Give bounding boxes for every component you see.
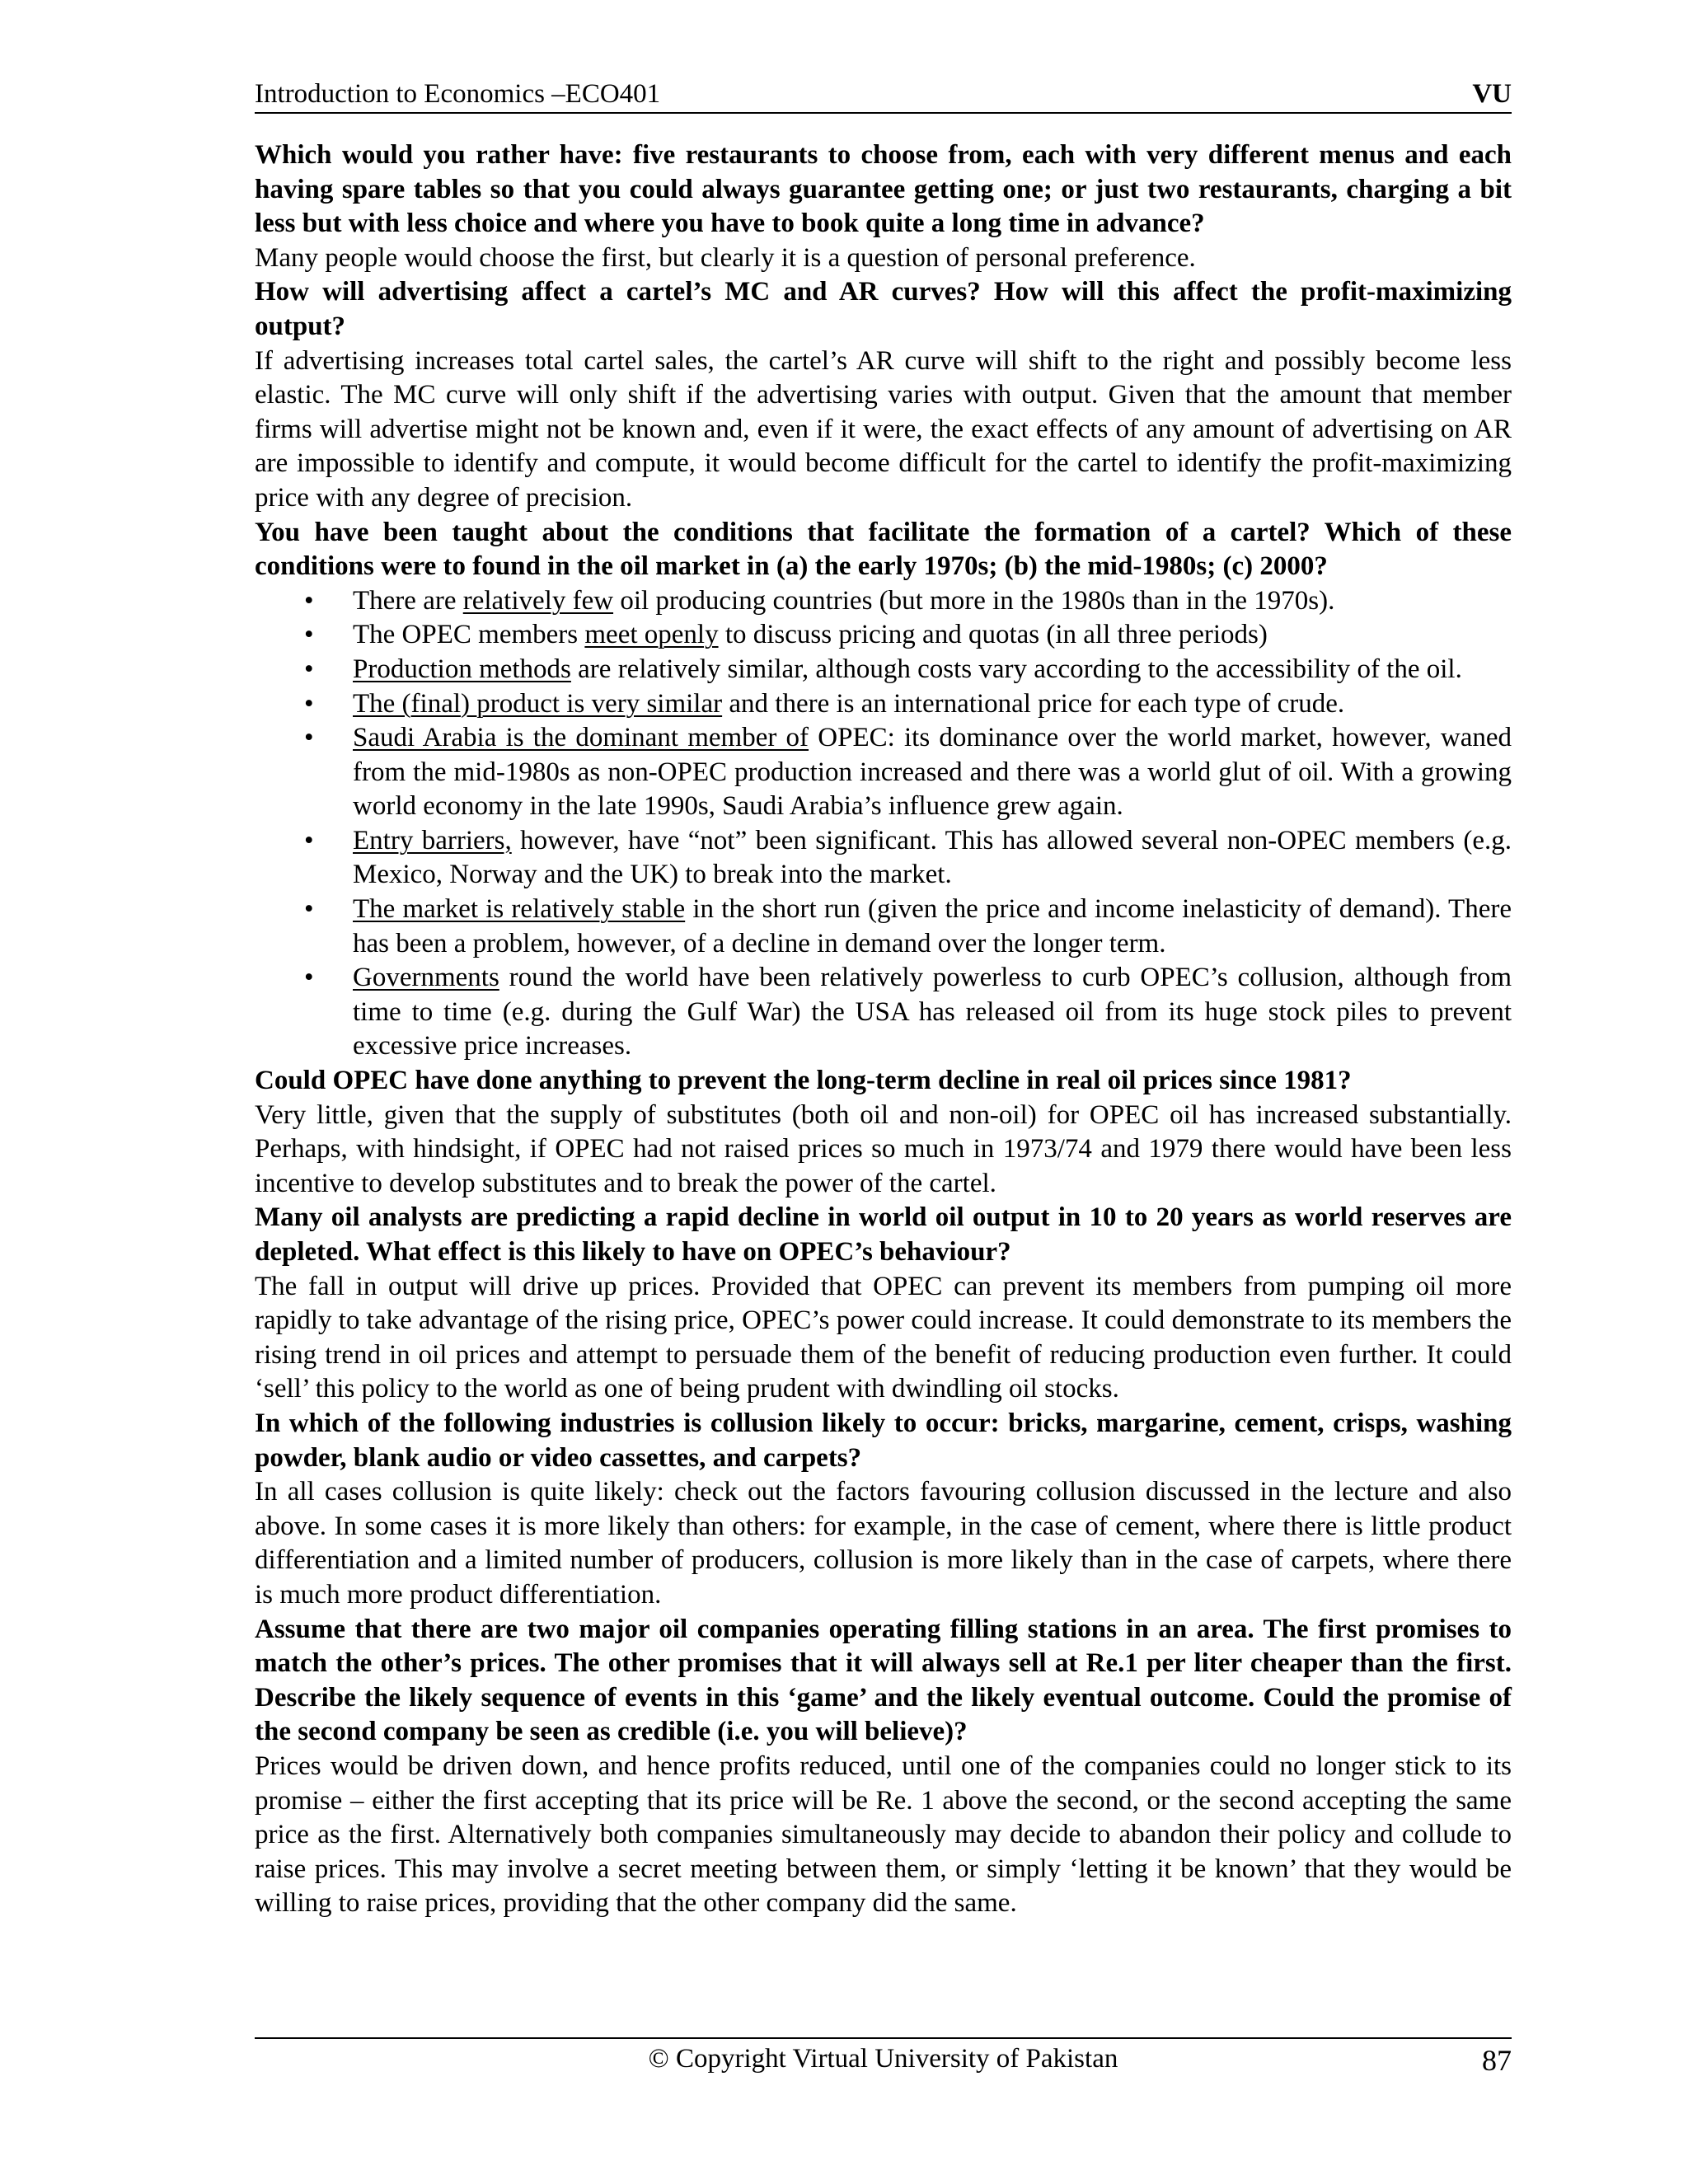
- question-5: Many oil analysts are predicting a rapid decline in world oil output in 10 to 20 years as world reserves are depleted. What effect is this likely to have on OPEC’s behaviour?: [255, 1202, 1512, 1267]
- question-2: How will advertising affect a cartel’s MC and AR curves? How will this affect the profit-maximizing output?: [255, 277, 1512, 341]
- question-7: Assume that there are two major oil companies operating filling stations in an area. The first promises to match the other’s prices. The other promises that it will always sell at Re.1 per liter cheaper than the first. Describe the likely sequence of events in this ‘game’ and the likely eventual outcome. Could the promise of the second company be seen as credible (i.e. you will believe)?: [255, 1614, 1512, 1747]
- answer-6: In all cases collusion is quite likely: check out the factors favouring collusion discussed in the lecture and also above. In some cases it is more likely than others: for example, in the case of cement, where there is little product differentiation and a limited number of producers, collusion is more likely than in the case of carpets, where there is much more product differentiation.: [255, 1477, 1512, 1610]
- underlined-term: Saudi Arabia is the dominant member of: [353, 723, 809, 753]
- list-item: • Governments round the world have been relatively powerless to curb OPEC’s collusion, although from time to time (e.g. during the Gulf War) the USA has released oil from its huge stock piles to prevent excessive price increases.: [304, 963, 1512, 1062]
- underlined-term: The market is relatively stable: [353, 894, 686, 925]
- underlined-term: The (final) product is very similar: [353, 688, 723, 719]
- list-item: • Entry barriers, however, have “not” been significant. This has allowed several non-OPEC members (e.g. Mexico, Norway and the UK) to break into the market.: [304, 825, 1512, 890]
- underlined-term: Production methods: [353, 654, 571, 684]
- bullet-icon: •: [304, 620, 314, 650]
- university-logo-text: VU: [1472, 79, 1512, 109]
- answer-7: Prices would be driven down, and hence profits reduced, until one of the companies could no longer stick to its promise – either the first accepting that its price will be Re. 1 above the second, or the second accepting the same price as the first. Alternatively both companies simultaneously may decide to abandon their policy and collude to raise prices. This may involve a secret meeting between them, or simply ‘letting it be known’ that they would be willing to raise prices, providing that the other company did the same.: [255, 1750, 1512, 1919]
- document-page: [255, 77, 1512, 1921]
- bullet-icon: •: [304, 654, 314, 684]
- answer-1: Many people would choose the first, but clearly it is a question of personal preference.: [255, 242, 1196, 273]
- copyright-notice: © Copyright Virtual University of Pakistan: [648, 2044, 1118, 2074]
- underlined-term: relatively few: [462, 585, 614, 616]
- bullet-icon: •: [304, 963, 314, 993]
- cartel-conditions-list: [255, 584, 1512, 1064]
- list-item: • The OPEC members meet openly to discuss pricing and quotas (in all three periods): [255, 618, 1512, 653]
- underlined-term: Governments: [353, 963, 499, 993]
- bullet-icon: •: [304, 825, 314, 855]
- answer-2: If advertising increases total cartel sales, the cartel’s AR curve will shift to the right and possibly become less elastic. The MC curve will only shift if the advertising varies with output. Given that the amount that member firms will advertise might not be known and, even if it were, the exact effects of any amount of advertising on AR are impossible to identify and compute, it would become difficult for the cartel to identify the profit-maximizing price with any degree of precision.: [255, 345, 1512, 513]
- bullet-icon: •: [304, 894, 314, 925]
- page-header: [255, 77, 1512, 114]
- list-item: • Saudi Arabia is the dominant member of OPEC: its dominance over the world market, however, waned from the mid-1980s as non-OPEC production increased and there was a world glut of oil. With a growing world economy in the late 1990s, Saudi Arabia’s influence grew again.: [304, 723, 1512, 822]
- course-title: Introduction to Economics –ECO401: [255, 79, 661, 109]
- question-4: Could OPEC have done anything to prevent the long-term decline in real oil prices since 1981?: [255, 1066, 1352, 1096]
- bullet-icon: •: [304, 688, 314, 719]
- list-item: • The (final) product is very similar and there is an international price for each type of crude.: [255, 687, 1512, 722]
- list-item: • Production methods are relatively similar, although costs vary according to the accessibility of the oil.: [255, 653, 1512, 687]
- underlined-term: meet openly: [584, 620, 719, 650]
- list-item: • There are relatively few oil producing countries (but more in the 1980s than in the 1970s).: [255, 584, 1512, 619]
- page-number: 87: [1482, 2044, 1512, 2077]
- question-3: You have been taught about the conditions that facilitate the formation of a cartel? Which of these conditions were to found in the oil market in (a) the early 1970s; (b) the mid-1980s; (c) 2000?: [255, 517, 1512, 582]
- question-6: In which of the following industries is collusion likely to occur: bricks, margarine, cement, crisps, washing powder, blank audio or video cassettes, and carpets?: [255, 1408, 1512, 1473]
- list-item: • The market is relatively stable in the short run (given the price and income inelasticity of demand). There has been a problem, however, of a decline in demand over the longer term.: [304, 894, 1512, 958]
- answer-4: Very little, given that the supply of substitutes (both oil and non-oil) for OPEC oil has increased substantially. Perhaps, with hindsight, if OPEC had not raised prices so much in 1973/74 and 1979 there would have been less incentive to develop substitutes and to break the power of the cartel.: [255, 1099, 1512, 1198]
- page-content: [255, 138, 1512, 1921]
- question-1: Which would you rather have: five restaurants to choose from, each with very different menus and each having spare tables so that you could always guarantee getting one; or just two restaurants, charging a bit less but with less choice and where you have to book quite a long time in advance?: [255, 140, 1512, 239]
- page-footer: [255, 2037, 1512, 2075]
- bullet-icon: •: [304, 723, 314, 753]
- answer-5: The fall in output will drive up prices. Provided that OPEC can prevent its members from pumping oil more rapidly to take advantage of the rising price, OPEC’s power could increase. It could demonstrate to its members the rising trend in oil prices and attempt to persuade them of the benefit of reducing production even further. It could ‘sell’ this policy to the world as one of being prudent with dwindling oil stocks.: [255, 1271, 1512, 1404]
- underlined-term: Entry barriers,: [353, 825, 512, 855]
- bullet-icon: •: [304, 585, 314, 616]
